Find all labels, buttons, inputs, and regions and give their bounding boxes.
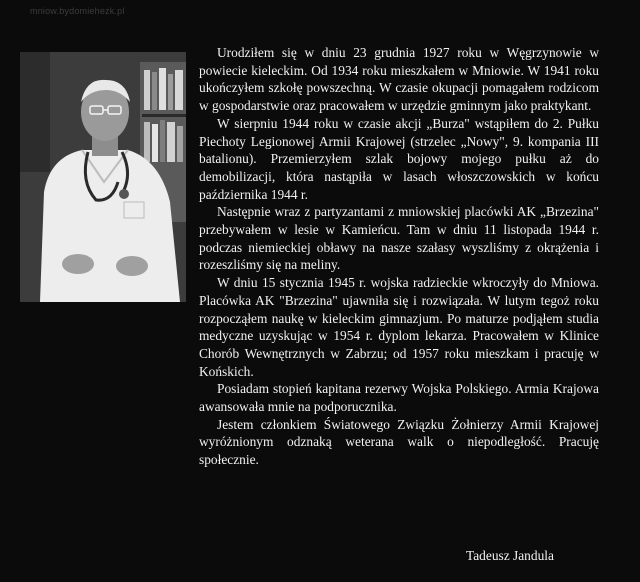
paragraph: Urodziłem się w dniu 23 grudnia 1927 roku w Węgrzynowie w powiecie kieleckim. Od 1934 roku mieszkałem w Mniowie. W 1941 roku ukończyłem szkołę powszechną. W czasie okupacji pomagałem rodzicom w gospodarstwie oraz pracowałem w urzędzie gminnym jako praktykant. bbox=[199, 45, 599, 114]
paragraph: W sierpniu 1944 roku w czasie akcji „Burza" wstąpiłem do 2. Pułku Piechoty Legionowej Armii Krajowej (strzelec „Nowy", 9. kompania III batalionu). Przemierzyłem szlak bojowy mojego pułku aż do demobilizacji, która nastąpiła w lasach włoszczowskich w końcu października 1944 r. bbox=[199, 115, 599, 202]
paragraph: Posiadam stopień kapitana rezerwy Wojska Polskiego. Armia Krajowa awansowała mnie na podporucznika. bbox=[199, 381, 599, 415]
paragraph: Następnie wraz z partyzantami z mniowskiej placówki AK „Brzezina" przebywałem w lesie w Kamieńcu. Tam w dniu 11 listopada 1944 r. podczas niemieckiej obławy na nasze szałasy wyszliśmy z okrążenia i rozeszliśmy się na meliny. bbox=[199, 204, 599, 273]
portrait-illustration bbox=[20, 52, 186, 302]
paragraph: Jestem członkiem Światowego Związku Żołnierzy Armii Krajowej wyróżnionym odznaką weterana walk o niepodległość. Pracuję społecznie. bbox=[199, 416, 599, 468]
portrait-photo bbox=[20, 52, 186, 302]
watermark-text: mniow.bydomiehezk.pl bbox=[30, 6, 125, 16]
biography-text bbox=[199, 44, 599, 469]
author-signature: Tadeusz Jandula bbox=[466, 548, 554, 563]
paragraph: W dniu 15 stycznia 1945 r. wojska radzieckie wkroczyły do Mniowa. Placówka AK "Brzezina" ujawniła się i rozwiązała. W lutym tegoż roku rozpocząłem naukę w kieleckim gimnazjum. Po maturze podjąłem studia medyczne uzyskując w 1954 r. dyplom lekarza. Pracowałem w Klinice Chorób Wewnętrznych w Zabrzu; od 1957 roku mieszkam i pracuję w Końskich. bbox=[199, 275, 599, 379]
